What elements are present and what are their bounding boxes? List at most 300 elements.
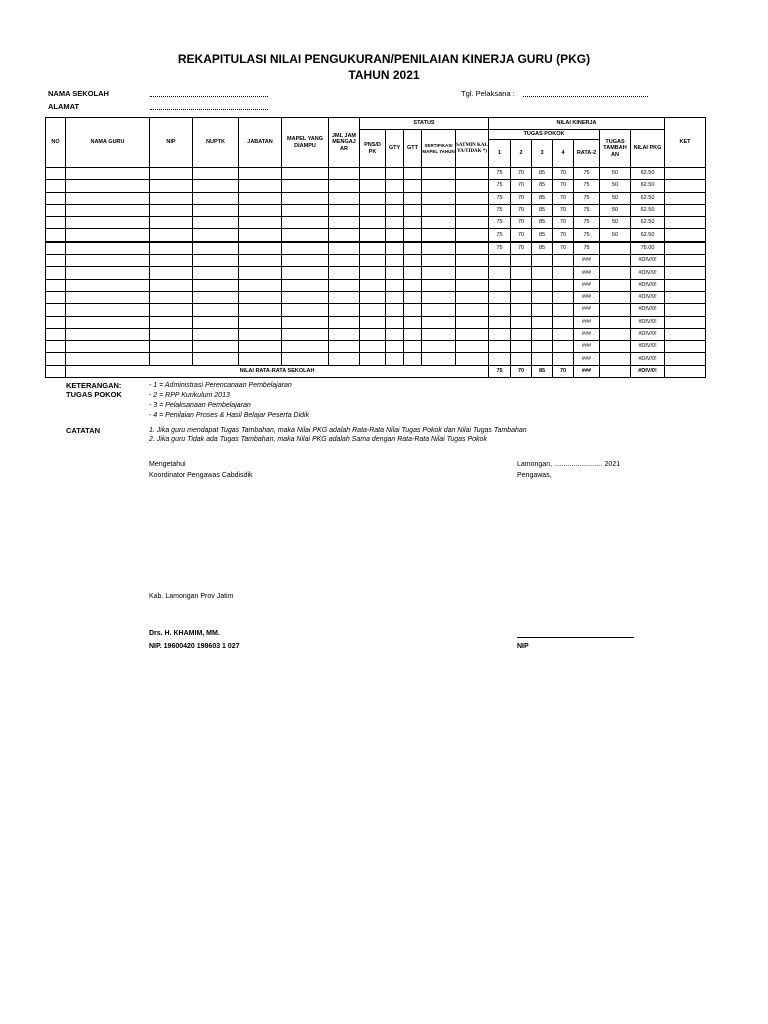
tugas-pokok-label: TUGAS POKOK	[66, 390, 122, 399]
empty-cell	[193, 217, 239, 229]
empty-cell	[456, 168, 489, 180]
cell-v3: 85	[532, 192, 553, 204]
empty-cell	[329, 316, 360, 328]
avg-v3: 85	[532, 365, 553, 377]
avg-v2: 70	[511, 365, 532, 377]
place-date-text: Lamongan, ......................... 2021	[517, 461, 621, 468]
table-row	[46, 180, 706, 192]
cell-v4	[553, 328, 574, 340]
pengawas-text: Pengawas,	[517, 472, 552, 479]
pkg-table	[45, 117, 706, 378]
empty-cell	[422, 168, 456, 180]
empty-cell	[329, 168, 360, 180]
empty-cell	[282, 341, 329, 353]
cell-v1	[489, 267, 511, 279]
empty-cell	[386, 316, 404, 328]
col-nama-header: NAMA GURU	[66, 118, 150, 168]
cell-tambahan	[600, 328, 631, 340]
empty-cell	[456, 204, 489, 216]
empty-cell	[282, 316, 329, 328]
cell-rata: 75	[574, 204, 600, 216]
empty-cell	[404, 267, 422, 279]
keterangan-item: - 3 = Pelaksanaan Pembelajaran	[149, 402, 251, 409]
empty-cell	[46, 341, 66, 353]
empty-cell	[150, 255, 193, 267]
empty-cell	[386, 328, 404, 340]
empty-cell	[282, 180, 329, 192]
empty-cell	[329, 353, 360, 365]
cell-v3: 85	[532, 180, 553, 192]
empty-cell	[66, 304, 150, 316]
empty-cell	[193, 316, 239, 328]
empty-cell	[422, 328, 456, 340]
empty-cell	[360, 217, 386, 229]
cell-v3	[532, 255, 553, 267]
empty-cell	[239, 180, 282, 192]
empty-cell	[422, 341, 456, 353]
table-row	[46, 255, 706, 267]
empty-cell	[46, 353, 66, 365]
cell-v2: 70	[511, 168, 532, 180]
empty-cell	[46, 291, 66, 303]
empty-cell	[422, 229, 456, 242]
empty-cell	[150, 279, 193, 291]
cell-pkg: 62.50	[631, 192, 665, 204]
cell-v3: 85	[532, 242, 553, 255]
cell-tambahan	[600, 353, 631, 365]
cell-tambahan: 50	[600, 180, 631, 192]
empty-cell	[456, 255, 489, 267]
cell-pkg: #DIV/0!	[631, 255, 665, 267]
keterangan-item: - 1 = Administrasi Perencanaan Pembelajaran	[149, 382, 292, 389]
status-group-header: STATUS	[360, 118, 489, 130]
empty-cell	[456, 229, 489, 242]
empty-cell	[239, 316, 282, 328]
empty-cell	[193, 168, 239, 180]
empty-cell	[360, 204, 386, 216]
empty-cell	[456, 192, 489, 204]
cell-v2	[511, 279, 532, 291]
empty-cell	[46, 180, 66, 192]
cell-rata: ###	[574, 291, 600, 303]
avg-pkg: #DIV/0!	[631, 365, 665, 377]
cell-pkg: 75.00	[631, 242, 665, 255]
cell-ket	[665, 204, 706, 216]
empty-cell	[66, 279, 150, 291]
cell-v1: 75	[489, 217, 511, 229]
empty-cell	[282, 192, 329, 204]
avg-rata: ###	[574, 365, 600, 377]
keterangan-item: - 4 = Penilaian Proses & Hasil Belajar Peserta Didik	[149, 412, 310, 419]
empty-cell	[404, 229, 422, 242]
catatan-item: 1. Jika guru mendapat Tugas Tambahan, maka Nilai PKG adalah Rata-Rata Nilai Tugas Pokok dan Nilai Tugas Tambahan	[149, 427, 527, 434]
empty-cell	[422, 217, 456, 229]
table-row	[46, 291, 706, 303]
cell-ket	[665, 229, 706, 242]
cell-ket	[665, 353, 706, 365]
empty-cell	[46, 192, 66, 204]
cell-v1	[489, 328, 511, 340]
cell-tambahan	[600, 341, 631, 353]
empty-cell	[404, 304, 422, 316]
cell-tambahan: 50	[600, 192, 631, 204]
cell-v3	[532, 316, 553, 328]
catatan-label: CATATAN	[66, 426, 101, 435]
empty-cell	[422, 279, 456, 291]
empty-cell	[150, 341, 193, 353]
cell-v2: 70	[511, 204, 532, 216]
empty-cell	[329, 242, 360, 255]
empty-cell	[150, 192, 193, 204]
cell-v3: 85	[532, 229, 553, 242]
table-row	[46, 229, 706, 242]
cell-ket	[665, 255, 706, 267]
empty-cell	[456, 341, 489, 353]
cell-v4	[553, 341, 574, 353]
col-no-header: NO	[46, 118, 66, 168]
empty-cell	[239, 204, 282, 216]
empty-cell	[456, 217, 489, 229]
cell-pkg: 62.50	[631, 229, 665, 242]
empty-cell	[360, 229, 386, 242]
empty-cell	[66, 328, 150, 340]
empty-cell	[66, 192, 150, 204]
cell-v1	[489, 316, 511, 328]
cell-v2: 70	[511, 229, 532, 242]
empty-cell	[404, 341, 422, 353]
empty-cell	[46, 267, 66, 279]
cell-ket	[665, 279, 706, 291]
cell-pkg: 62.50	[631, 168, 665, 180]
empty-cell	[360, 341, 386, 353]
empty-cell	[150, 291, 193, 303]
empty-cell	[239, 279, 282, 291]
cell-tambahan: 50	[600, 168, 631, 180]
empty-cell	[193, 291, 239, 303]
empty-cell	[422, 204, 456, 216]
average-row	[46, 365, 706, 377]
col-jabatan-header: JABATAN	[239, 118, 282, 168]
empty-cell	[386, 192, 404, 204]
empty-cell	[193, 328, 239, 340]
table-row	[46, 341, 706, 353]
cell-v1: 75	[489, 192, 511, 204]
empty-cell	[239, 229, 282, 242]
cell-ket	[665, 304, 706, 316]
cell-pkg: #DIV/0!	[631, 279, 665, 291]
cell-pkg: #DIV/0!	[631, 341, 665, 353]
empty-cell	[360, 353, 386, 365]
cell-pkg: #DIV/0!	[631, 304, 665, 316]
cell-rata: 75	[574, 217, 600, 229]
empty-cell	[193, 180, 239, 192]
empty-cell	[329, 255, 360, 267]
empty-cell	[404, 168, 422, 180]
empty-cell	[46, 255, 66, 267]
empty-cell	[456, 353, 489, 365]
empty-cell	[193, 279, 239, 291]
nip-right-label: NIP	[517, 643, 529, 650]
cell-v1	[489, 291, 511, 303]
empty-cell	[66, 229, 150, 242]
empty-cell	[282, 353, 329, 365]
empty-cell	[46, 279, 66, 291]
col-rata-header: RATA-2	[574, 140, 600, 168]
empty-cell	[360, 291, 386, 303]
empty-cell	[329, 291, 360, 303]
cell-ket	[665, 192, 706, 204]
cell-rata: ###	[574, 341, 600, 353]
empty-cell	[150, 168, 193, 180]
cell-v1	[489, 353, 511, 365]
table-row	[46, 192, 706, 204]
empty-cell	[239, 255, 282, 267]
empty-cell	[282, 242, 329, 255]
cell-v3	[532, 291, 553, 303]
empty-cell	[386, 217, 404, 229]
empty-cell	[66, 341, 150, 353]
cell-rata: ###	[574, 304, 600, 316]
tgl-pelaksana-label: Tgl. Pelaksana :	[461, 89, 515, 98]
empty-cell	[66, 255, 150, 267]
empty-cell	[329, 229, 360, 242]
avg-ket	[665, 365, 706, 377]
cell-v2	[511, 341, 532, 353]
empty-cell	[239, 217, 282, 229]
empty-cell	[360, 316, 386, 328]
table-row	[46, 217, 706, 229]
mengetahui-text: Mengetahui	[149, 461, 186, 468]
average-label: NILAI RATA-RATA SEKOLAH	[66, 365, 489, 377]
empty-cell	[66, 291, 150, 303]
table-row	[46, 353, 706, 365]
empty-cell	[46, 242, 66, 255]
empty-cell	[46, 316, 66, 328]
tgl-pelaksana-field	[523, 90, 648, 97]
empty-cell	[282, 267, 329, 279]
empty-cell	[456, 316, 489, 328]
table-row	[46, 168, 706, 180]
empty-cell	[66, 217, 150, 229]
empty-cell	[193, 204, 239, 216]
cell-rata: 75	[574, 229, 600, 242]
empty-cell	[282, 204, 329, 216]
col-2-header: 2	[511, 140, 532, 168]
empty-cell	[422, 353, 456, 365]
cell-rata: ###	[574, 267, 600, 279]
cell-rata: 75	[574, 168, 600, 180]
table-row	[46, 316, 706, 328]
empty-cell	[386, 304, 404, 316]
empty-cell	[150, 304, 193, 316]
empty-cell	[422, 304, 456, 316]
cell-v2: 70	[511, 192, 532, 204]
empty-cell	[150, 217, 193, 229]
cell-v2	[511, 304, 532, 316]
cell-tambahan	[600, 316, 631, 328]
empty-cell	[329, 279, 360, 291]
col-1-header: 1	[489, 140, 511, 168]
cell-pkg: 62.50	[631, 204, 665, 216]
empty-cell	[456, 180, 489, 192]
empty-cell	[360, 328, 386, 340]
cell-v2: 70	[511, 242, 532, 255]
empty-cell	[150, 180, 193, 192]
empty-cell	[193, 353, 239, 365]
empty-cell	[282, 291, 329, 303]
keterangan-label: KETERANGAN:	[66, 381, 122, 390]
alamat-field	[150, 103, 268, 110]
cell-v4: 70	[553, 217, 574, 229]
cell-rata: ###	[574, 353, 600, 365]
cell-pkg: 62.50	[631, 180, 665, 192]
empty-cell	[386, 341, 404, 353]
col-mapel-header: MAPEL YANG DIAMPU	[282, 118, 329, 168]
empty-cell	[282, 217, 329, 229]
empty-cell	[360, 180, 386, 192]
cell-v1	[489, 304, 511, 316]
empty-cell	[66, 204, 150, 216]
empty-cell	[239, 168, 282, 180]
empty-cell	[46, 204, 66, 216]
cell-v2	[511, 328, 532, 340]
cell-v3	[532, 304, 553, 316]
empty-cell	[386, 255, 404, 267]
empty-cell	[329, 192, 360, 204]
cell-ket	[665, 291, 706, 303]
cell-pkg: #DIV/0!	[631, 267, 665, 279]
tugas-pokok-group-header: TUGAS POKOK	[489, 130, 600, 140]
empty-cell	[66, 168, 150, 180]
cell-tambahan	[600, 267, 631, 279]
cell-rata: 75	[574, 180, 600, 192]
empty-cell	[150, 229, 193, 242]
cell-tambahan: 50	[600, 229, 631, 242]
empty-cell	[46, 229, 66, 242]
cell-tambahan: 50	[600, 204, 631, 216]
empty-cell	[66, 267, 150, 279]
empty-cell	[386, 279, 404, 291]
empty-cell	[193, 341, 239, 353]
empty-cell	[404, 279, 422, 291]
cell-tambahan: 50	[600, 217, 631, 229]
cell-pkg: 62.50	[631, 217, 665, 229]
cell-rata: ###	[574, 279, 600, 291]
col-gty-header: GTY	[386, 130, 404, 168]
empty-cell	[329, 204, 360, 216]
avg-v4: 70	[553, 365, 574, 377]
cell-v3	[532, 341, 553, 353]
alamat-label: ALAMAT	[48, 102, 80, 111]
cell-v1	[489, 341, 511, 353]
empty-cell	[193, 229, 239, 242]
empty-cell	[239, 267, 282, 279]
empty-cell	[404, 255, 422, 267]
table-row	[46, 304, 706, 316]
cell-v3: 85	[532, 217, 553, 229]
empty-cell	[239, 291, 282, 303]
empty-cell	[404, 316, 422, 328]
col-satmin-header: SATMIN KAL YA/TIDAK *)	[456, 130, 489, 168]
cell-ket	[665, 242, 706, 255]
cell-v3	[532, 353, 553, 365]
col-sertifikasi-header: SERTIFIKASI MAPEL TAHUN	[422, 130, 456, 168]
cell-v1: 75	[489, 229, 511, 242]
empty-cell	[386, 168, 404, 180]
empty-cell	[422, 291, 456, 303]
cell-v4	[553, 304, 574, 316]
cell-v4	[553, 353, 574, 365]
cell-v2	[511, 255, 532, 267]
cell-ket	[665, 328, 706, 340]
empty-cell	[456, 267, 489, 279]
cell-v4	[553, 267, 574, 279]
signature-line	[517, 637, 634, 638]
cell-v2: 70	[511, 180, 532, 192]
empty-cell	[456, 279, 489, 291]
cell-tambahan	[600, 291, 631, 303]
table-row	[46, 204, 706, 216]
empty-cell	[456, 291, 489, 303]
empty-cell	[386, 353, 404, 365]
empty-cell	[193, 242, 239, 255]
empty-cell	[360, 304, 386, 316]
empty-cell	[329, 328, 360, 340]
empty-cell	[150, 242, 193, 255]
col-gtt-header: GTT	[404, 130, 422, 168]
empty-cell	[150, 353, 193, 365]
empty-cell	[404, 353, 422, 365]
col-ket-header: KET	[665, 118, 706, 168]
empty-cell	[404, 217, 422, 229]
cell-rata: 75	[574, 242, 600, 255]
col-pns-header: PNS/D PK	[360, 130, 386, 168]
cell-v1: 75	[489, 168, 511, 180]
col-nip-header: NIP	[150, 118, 193, 168]
cell-rata: 75	[574, 192, 600, 204]
cell-v2	[511, 353, 532, 365]
koordinator-text: Koordinator Pengawas Cabdisdik	[149, 472, 253, 479]
empty-cell	[404, 192, 422, 204]
signatory-nip: NIP. 19600420 198603 1 027	[149, 643, 240, 650]
col-tambahan-header: TUGAS TAMBAH AN	[600, 130, 631, 168]
empty-cell	[66, 353, 150, 365]
cell-v4: 70	[553, 204, 574, 216]
empty-cell	[360, 255, 386, 267]
cell-tambahan	[600, 255, 631, 267]
empty-cell	[404, 242, 422, 255]
cell-pkg: #DIV/0!	[631, 328, 665, 340]
nilai-kinerja-group-header: NILAI KINERJA	[489, 118, 665, 130]
empty-cell	[422, 242, 456, 255]
empty-cell	[422, 192, 456, 204]
cell-v4: 70	[553, 242, 574, 255]
cell-v4	[553, 291, 574, 303]
cell-v3	[532, 279, 553, 291]
empty-cell	[66, 180, 150, 192]
catatan-item: 2. Jika guru Tidak ada Tugas Tambahan, maka Nilai PKG adalah Sama dengan Rata-Rata Nilai Tugas Pokok	[149, 436, 487, 443]
empty-cell	[404, 180, 422, 192]
empty-cell	[193, 304, 239, 316]
empty-cell	[193, 192, 239, 204]
cell-v4: 70	[553, 229, 574, 242]
empty-cell	[329, 217, 360, 229]
empty-cell	[329, 267, 360, 279]
empty-cell	[404, 204, 422, 216]
cell-rata: ###	[574, 316, 600, 328]
empty-cell	[456, 242, 489, 255]
empty-cell	[456, 328, 489, 340]
